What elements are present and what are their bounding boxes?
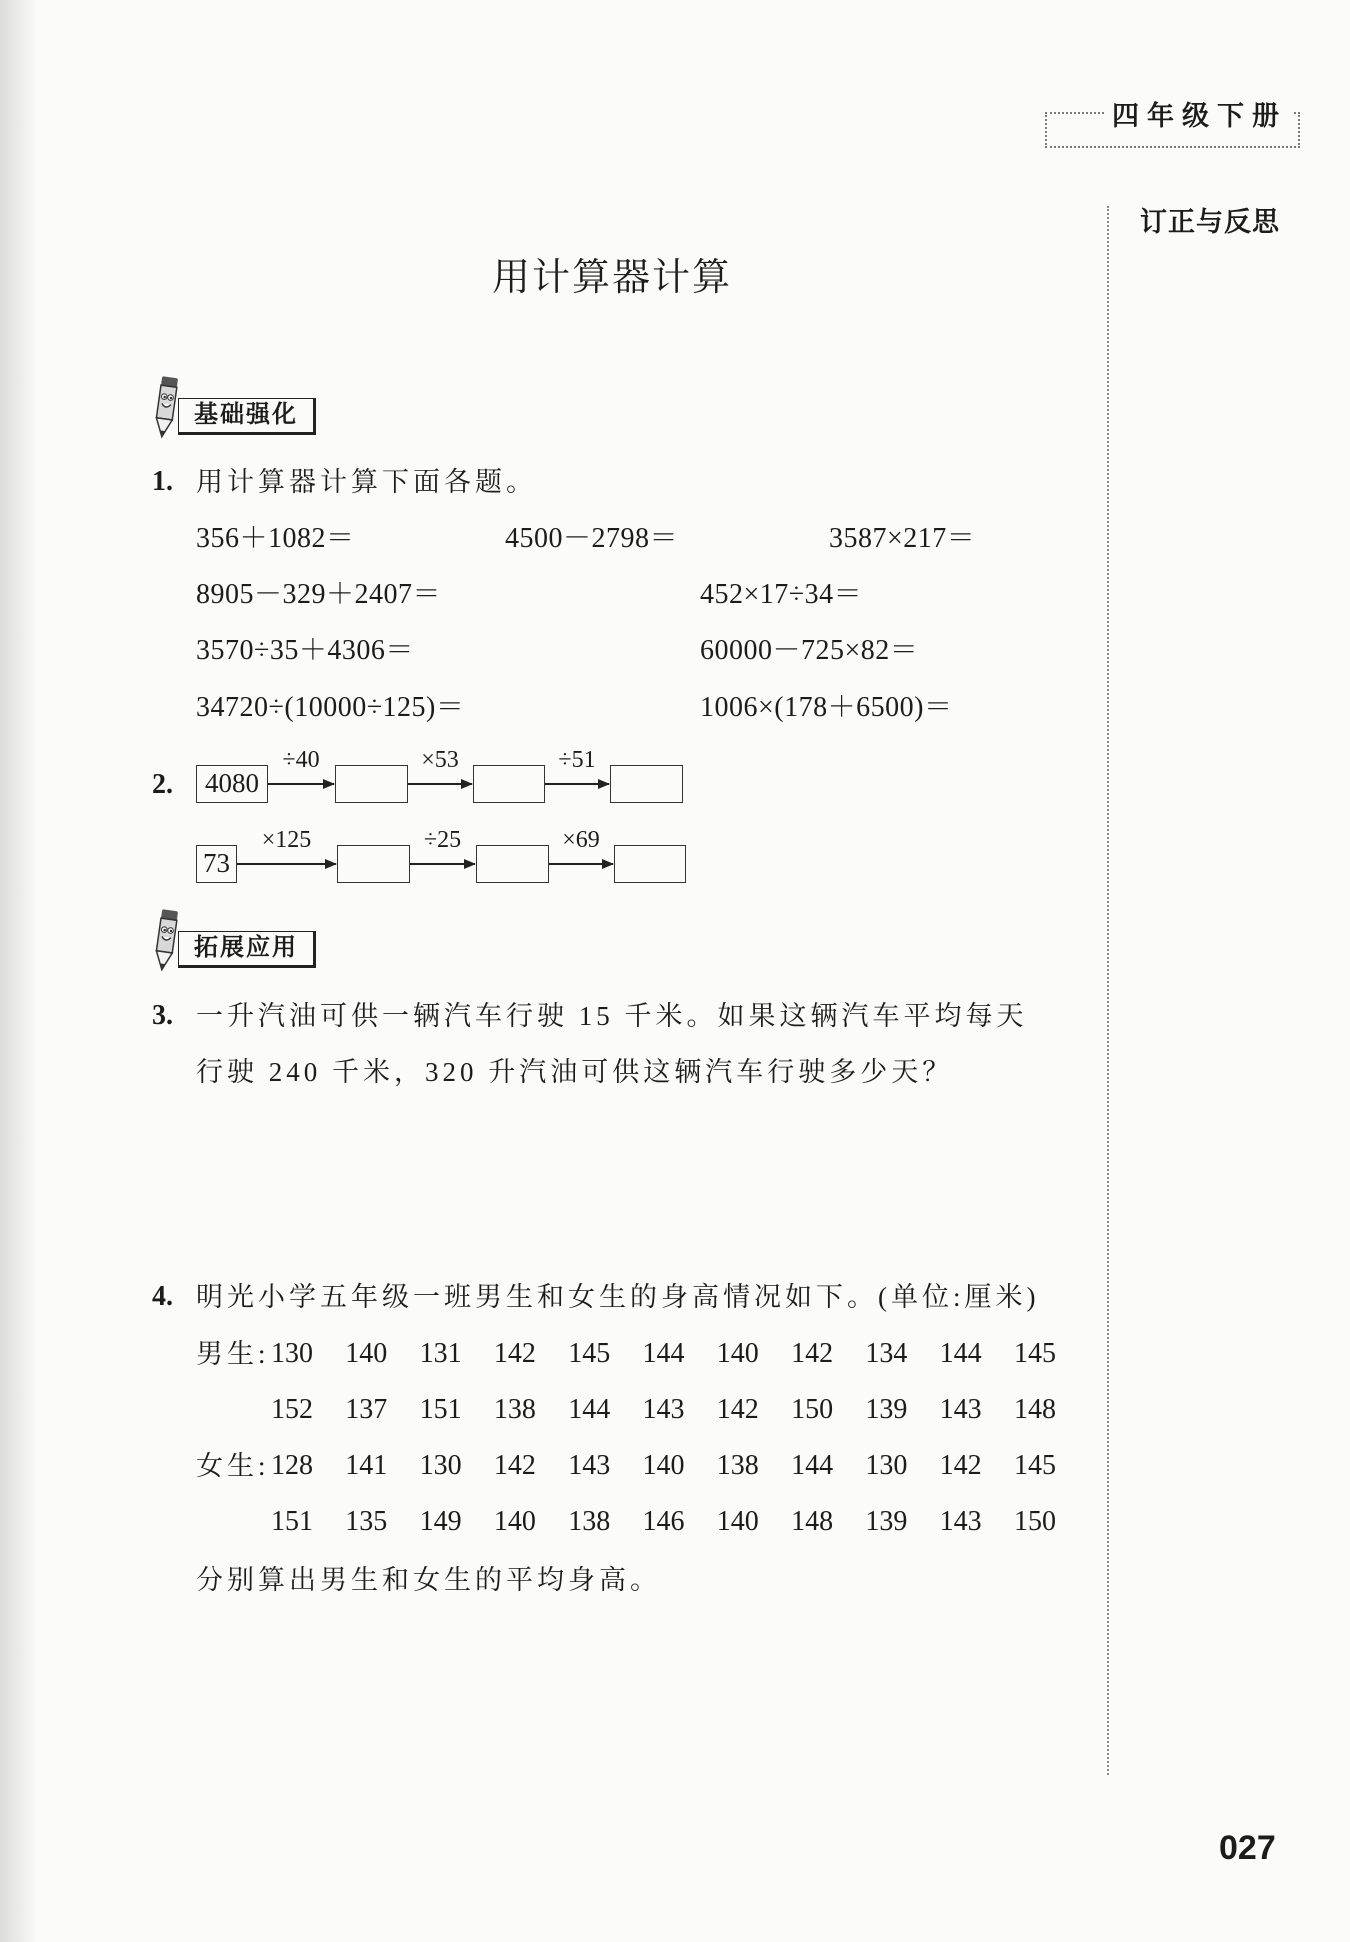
height-value: 148 [791,1506,834,1537]
height-value: 130 [271,1338,313,1369]
height-value: 131 [419,1338,462,1369]
height-value: 135 [345,1506,388,1537]
height-value: 138 [568,1506,611,1537]
question-3-line-2: 行驶 240 千米，320 升汽油可供这辆汽车行驶多少天？ [196,1057,954,1087]
height-value: 152 [271,1394,313,1425]
answer-box [335,765,408,803]
height-value: 144 [939,1338,982,1369]
scan-edge-shadow [0,0,38,1942]
expression: 34720÷(10000÷125)＝ [196,692,465,723]
page-title: 用计算器计算 [491,257,732,299]
page-number: 027 [1219,1829,1276,1867]
expression: 356＋1082＝ [196,523,355,554]
answer-box [614,845,686,883]
expression: 1006×(178＋6500)＝ [700,692,953,723]
expression: 452×17÷34＝ [700,579,863,610]
height-value: 142 [716,1394,759,1425]
height-value: 128 [271,1450,313,1481]
section-header-extended [150,908,320,974]
height-value: 139 [865,1394,908,1425]
question-number-4: 4. [152,1281,173,1312]
height-value: 143 [939,1506,982,1537]
answer-box [473,765,545,803]
boys-heights-row-1 [271,1337,1088,1371]
answer-box [337,845,410,883]
operation-label: ÷25 [423,827,462,853]
expression: 3570÷35＋4306＝ [196,635,414,666]
operation-label: ÷51 [558,747,596,773]
height-value: 140 [716,1506,759,1537]
height-value: 140 [345,1338,388,1369]
expression: 60000－725×82＝ [700,635,919,666]
height-value: 140 [716,1338,759,1369]
chain-start-box: 73 [196,845,237,883]
height-value: 144 [791,1450,834,1481]
height-value: 150 [1013,1506,1056,1537]
height-value: 150 [791,1394,834,1425]
arrow-right-icon [408,783,472,785]
height-value: 145 [1013,1450,1056,1481]
arrow-right-icon [410,863,475,865]
section-label-basic: 基础强化 [178,398,316,435]
height-value: 138 [493,1394,536,1425]
chain-start-box: 4080 [196,765,268,803]
height-value: 138 [716,1450,759,1481]
question-4-prompt: 明光小学五年级一班男生和女生的身高情况如下。(单位:厘米) [196,1282,1040,1312]
margin-divider [1107,206,1109,1775]
height-value: 139 [865,1506,908,1537]
operation-label: ×53 [421,747,459,773]
grade-label: 四年级下册 [1106,99,1293,133]
arrow-right-icon [549,863,613,865]
operation-label: ×69 [562,827,600,853]
height-value: 137 [345,1394,388,1425]
answer-box [610,765,683,803]
girls-heights-row-2 [271,1505,1088,1539]
correction-reflection-label: 订正与反思 [1140,207,1280,237]
boys-label: 男生: [196,1339,270,1369]
girls-heights-row-1 [271,1449,1088,1483]
height-value: 151 [419,1394,462,1425]
height-value: 134 [865,1338,908,1369]
question-3-line-1: 一升汽油可供一辆汽车行驶 15 千米。如果这辆汽车平均每天 [196,1001,1028,1031]
expression: 8905－329＋2407＝ [196,579,442,610]
section-header-basic [150,375,320,441]
height-value: 144 [568,1394,611,1425]
expression: 4500－2798＝ [505,523,679,554]
height-value: 141 [345,1450,388,1481]
height-value: 149 [419,1506,462,1537]
height-value: 130 [419,1450,462,1481]
question-number-1: 1. [152,466,173,497]
question-number-3: 3. [152,1000,173,1031]
section-label-extended: 拓展应用 [178,931,316,968]
height-value: 140 [493,1506,536,1537]
question-number-2: 2. [152,769,173,800]
question-1-prompt: 用计算器计算下面各题。 [196,467,537,497]
height-value: 143 [568,1450,611,1481]
arrow-right-icon [545,783,609,785]
height-value: 144 [642,1338,685,1369]
height-value: 142 [493,1450,536,1481]
height-value: 142 [791,1338,834,1369]
expression: 3587×217＝ [829,523,976,554]
answer-box [476,845,549,883]
height-value: 145 [568,1338,611,1369]
height-value: 143 [939,1394,982,1425]
height-value: 146 [642,1506,685,1537]
height-value: 143 [642,1394,685,1425]
height-value: 148 [1013,1394,1056,1425]
boys-heights-row-2 [271,1393,1088,1427]
operation-label: ÷40 [282,747,320,773]
arrow-right-icon [268,783,334,785]
arrow-right-icon [237,863,336,865]
height-value: 142 [493,1338,536,1369]
height-value: 145 [1013,1338,1056,1369]
question-4-closing: 分别算出男生和女生的平均身高。 [196,1565,661,1595]
height-value: 130 [865,1450,908,1481]
height-value: 151 [271,1506,313,1537]
operation-label: ×125 [261,827,312,853]
height-value: 140 [642,1450,685,1481]
girls-label: 女生: [196,1451,270,1481]
height-value: 142 [939,1450,982,1481]
